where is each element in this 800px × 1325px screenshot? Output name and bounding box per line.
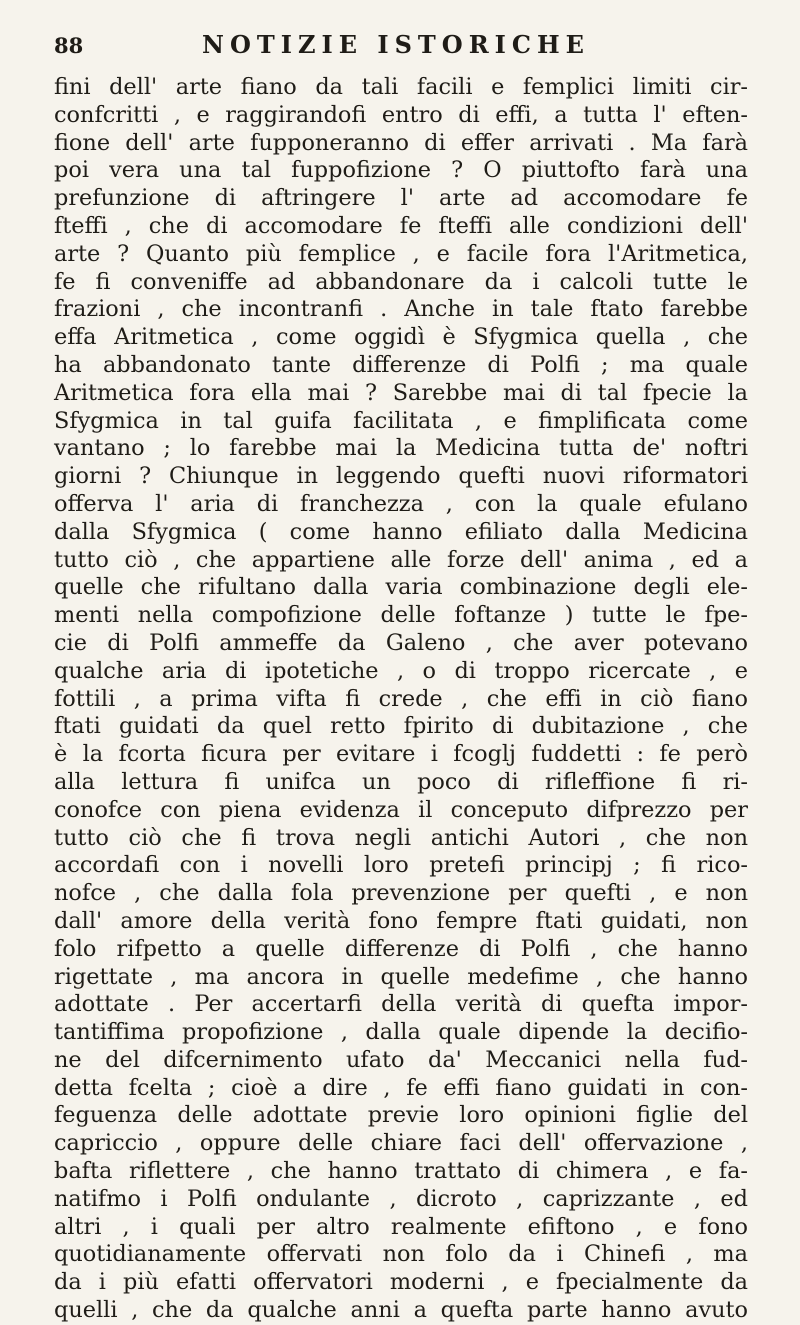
text-line: detta fcelta ; cioè a dire , fe effi fiano guidati in con- — [54, 1074, 748, 1101]
text-line: tutto ciò che fi trova negli antichi Autori , che non — [54, 824, 748, 851]
text-line: conofce con piena evidenza il conceputo difprezzo per — [54, 796, 748, 823]
text-line: bafta riflettere , che hanno trattato di chimera , e fa- — [54, 1158, 748, 1185]
text-line: ne del difcernimento ufato da' Meccanici nella fud- — [54, 1046, 748, 1073]
text-line: adottate . Per accertarfi della verità di quefta impor- — [54, 991, 748, 1018]
text-line: da i più efatti offervatori moderni , e fpecialmente da — [54, 1269, 748, 1296]
text-line: tantiffima propofizione , dalla quale dipende la decifio- — [54, 1019, 748, 1046]
text-line: qualche aria di ipotetiche , o di troppo ricercate , e — [54, 657, 748, 684]
text-line: quelli , che da qualche anni a quefta parte hanno avuto — [54, 1297, 748, 1324]
text-line: Sfygmica in tal guifa facilitata , e fimplificata come — [54, 407, 748, 434]
text-line: è la fcorta ficura per evitare i fcoglj fuddetti : fe però — [54, 741, 748, 768]
text-line: dalla Sfygmica ( come hanno efiliato dalla Medicina — [54, 518, 748, 545]
text-line: confcritti , e raggirandofi entro di effi, a tutta l' eften- — [54, 101, 748, 128]
text-line: fe fi conveniffe ad abbandonare da i calcoli tutte le — [54, 268, 748, 295]
text-line: effa Aritmetica , come oggidì è Sfygmica quella , che — [54, 324, 748, 351]
text-line: arte ? Quanto più femplice , e facile fora l'Aritmetica, — [54, 240, 748, 267]
text-line: Aritmetica fora ella mai ? Sarebbe mai di tal fpecie la — [54, 379, 748, 406]
text-line: giorni ? Chiunque in leggendo quefti nuovi riformatori — [54, 463, 748, 490]
text-line: ha abbandonato tante differenze di Polfi ; ma quale — [54, 351, 748, 378]
text-line: rigettate , ma ancora in quelle medefime , che hanno — [54, 963, 748, 990]
text-line: alla lettura fi unifca un poco di rifleffione fi ri- — [54, 768, 748, 795]
text-line: accordafi con i novelli loro pretefi principj ; fi rico- — [54, 852, 748, 879]
text-line: folo rifpetto a quelle differenze di Polfi , che hanno — [54, 935, 748, 962]
text-line: quelle che rifultano dalla varia combinazione degli ele- — [54, 574, 748, 601]
text-line: poi vera una tal fuppofizione ? O piuttofto farà una — [54, 157, 748, 184]
text-line: ftati guidati da quel retto fpirito di dubitazione , che — [54, 713, 748, 740]
text-line: frazioni , che incontranfi . Anche in tale ftato farebbe — [54, 296, 748, 323]
text-line: fottili , a prima vifta fi crede , che effi in ciò fiano — [54, 685, 748, 712]
text-line: nofce , che dalla fola prevenzione per quefti , e non — [54, 880, 748, 907]
body-text — [54, 74, 748, 1325]
text-line: fini dell' arte fiano da tali facili e femplici limiti cir- — [54, 74, 748, 100]
text-line: capriccio , oppure delle chiare faci dell' offervazione , — [54, 1130, 748, 1157]
text-line: natifmo i Polfi ondulante , dicroto , caprizzante , ed — [54, 1185, 748, 1212]
page-number: 88 — [54, 33, 84, 58]
text-line: cie di Polfi ammeffe da Galeno , che aver potevano — [54, 629, 748, 656]
text-line: quotidianamente offervati non folo da i Chinefi , ma — [54, 1241, 748, 1268]
text-line: prefunzione di aftringere l' arte ad accomodare fe — [54, 185, 748, 212]
text-line: tutto ciò , che appartiene alle forze dell' anima , ed a — [54, 546, 748, 573]
text-line: offerva l' aria di franchezza , con la quale efulano — [54, 490, 748, 517]
text-line: fteffi , che di accomodare fe fteffi alle condizioni dell' — [54, 212, 748, 239]
running-title: NOTIZIE ISTORICHE — [202, 30, 590, 59]
text-line: altri , i quali per altro realmente efiftono , e fono — [54, 1213, 748, 1240]
text-line: vantano ; lo farebbe mai la Medicina tutta de' noftri — [54, 435, 748, 462]
text-line: fione dell' arte fupponeranno di effer arrivati . Ma farà — [54, 129, 748, 156]
text-line: feguenza delle adottate previe loro opinioni figlie del — [54, 1102, 748, 1129]
page-header — [54, 30, 748, 74]
text-line: dall' amore della verità fono fempre ftati guidati, non — [54, 907, 748, 934]
text-line: menti nella compofizione delle foftanze ) tutte le fpe- — [54, 602, 748, 629]
